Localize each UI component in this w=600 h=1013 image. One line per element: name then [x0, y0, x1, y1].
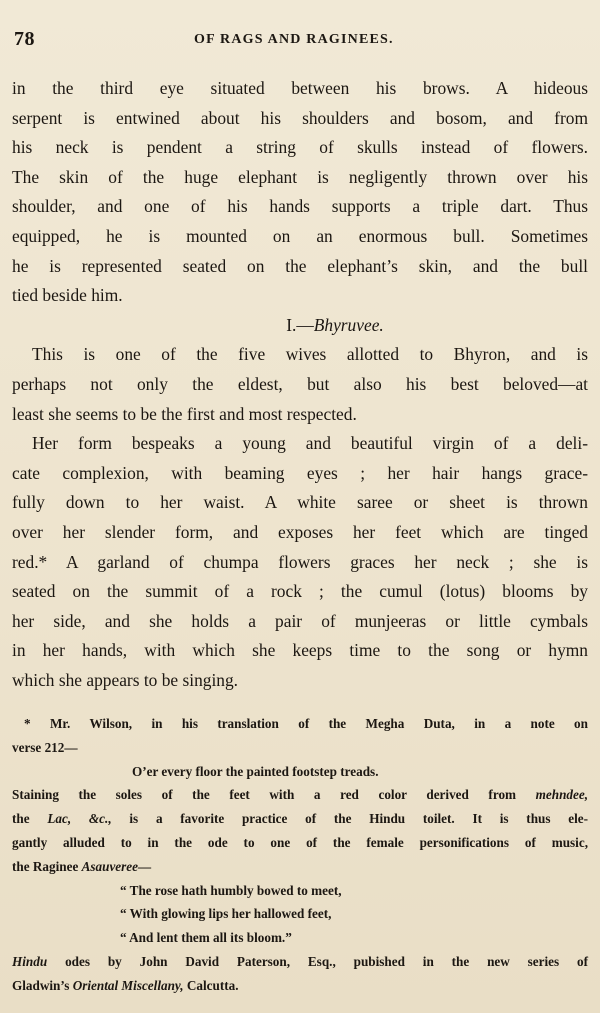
text-line: red.* A garland of chumpa flowers graces her neck ; she is: [12, 551, 588, 572]
text-line: Her form bespeaks a young and beautiful virgin of a deli-: [32, 433, 588, 454]
text-line: equipped, he is mounted on an enormous bull. Sometimes: [12, 225, 588, 246]
footnote-quote: O’er every floor the painted footstep treads.: [132, 763, 379, 779]
footnote-text: the: [12, 811, 30, 827]
footnote-italic: mehndee,: [535, 787, 589, 803]
footnote-line: [12, 807, 588, 831]
footnote-italic: Asauveree—: [81, 858, 152, 874]
footnote-text: odes by John David Paterson, Esq., pubished in the new series of: [65, 953, 589, 969]
footnote-line: [12, 950, 588, 974]
text-line: in her hands, with which she keeps time to the song or hymn: [12, 640, 588, 661]
footnote-text: Staining the soles of the feet with a red color derived from: [12, 787, 517, 803]
text-line: which she appears to be singing.: [12, 669, 239, 690]
footnote-line: gantly alluded to in the ode to one of the female personifications of music,: [12, 834, 588, 850]
page-header: [14, 28, 586, 54]
text-line: cate complexion, with beaming eyes ; her hair hangs grace-: [12, 462, 588, 483]
footnote-italic: Lac, &c.,: [47, 811, 112, 827]
text-line: seated on the summit of a rock ; the cumul (lotus) blooms by: [12, 581, 588, 602]
footnote-text: the Raginee: [12, 858, 79, 874]
footnote-line: [12, 855, 588, 879]
text-line: her side, and she holds a pair of munjeeras or little cymbals: [12, 610, 588, 631]
text-line: shoulder, and one of his hands supports a triple dart. Thus: [12, 196, 588, 217]
text-line: fully down to her waist. A white saree or sheet is thrown: [12, 492, 588, 513]
body-text: [12, 74, 588, 695]
footnote: [12, 712, 588, 998]
footnote-text: Gladwin’s: [12, 977, 70, 993]
footnote-line: * Mr. Wilson, in his translation of the Megha Duta, in a note on: [24, 716, 588, 731]
footnote-italic: Oriental Miscellany,: [72, 977, 184, 993]
text-line: This is one of the five wives allotted to Bhyron, and is: [32, 344, 588, 365]
section-heading: [12, 311, 588, 341]
footnote-line: [12, 974, 588, 998]
section-name: Bhyruvee.: [313, 314, 384, 335]
footnote-text: Calcutta.: [186, 977, 239, 993]
running-head: OF RAGS AND RAGINEES.: [194, 32, 394, 47]
text-line: least she seems to be the first and most respected.: [12, 403, 357, 424]
section-number: I.—: [286, 314, 314, 335]
text-line: his neck is pendent a string of skulls instead of flowers.: [12, 137, 588, 158]
footnote-line: verse 212—: [12, 739, 78, 755]
text-line: he is represented seated on the elephant’s skin, and the bull: [12, 255, 588, 276]
text-line: in the third eye situated between his brows. A hideous: [12, 78, 588, 98]
text-line: serpent is entwined about his shoulders and bosom, and from: [12, 107, 588, 128]
verse-line: “ And lent them all its bloom.”: [120, 930, 292, 946]
text-line: over her slender form, and exposes her feet which are tinged: [12, 521, 588, 542]
page-number: 78: [14, 28, 35, 50]
verse-line: “ With glowing lips her hallowed feet,: [120, 906, 332, 922]
verse-line: “ The rose hath humbly bowed to meet,: [120, 882, 342, 898]
footnote-text: is a favorite practice of the Hindu toilet. It is thus ele-: [129, 811, 589, 827]
text-line: tied beside him.: [12, 285, 123, 306]
text-line: perhaps not only the eldest, but also his best beloved—at: [12, 373, 588, 394]
footnote-italic: Hindu: [12, 953, 48, 969]
footnote-line: [12, 783, 588, 807]
text-line: The skin of the huge elephant is negligently thrown over his: [12, 166, 588, 187]
